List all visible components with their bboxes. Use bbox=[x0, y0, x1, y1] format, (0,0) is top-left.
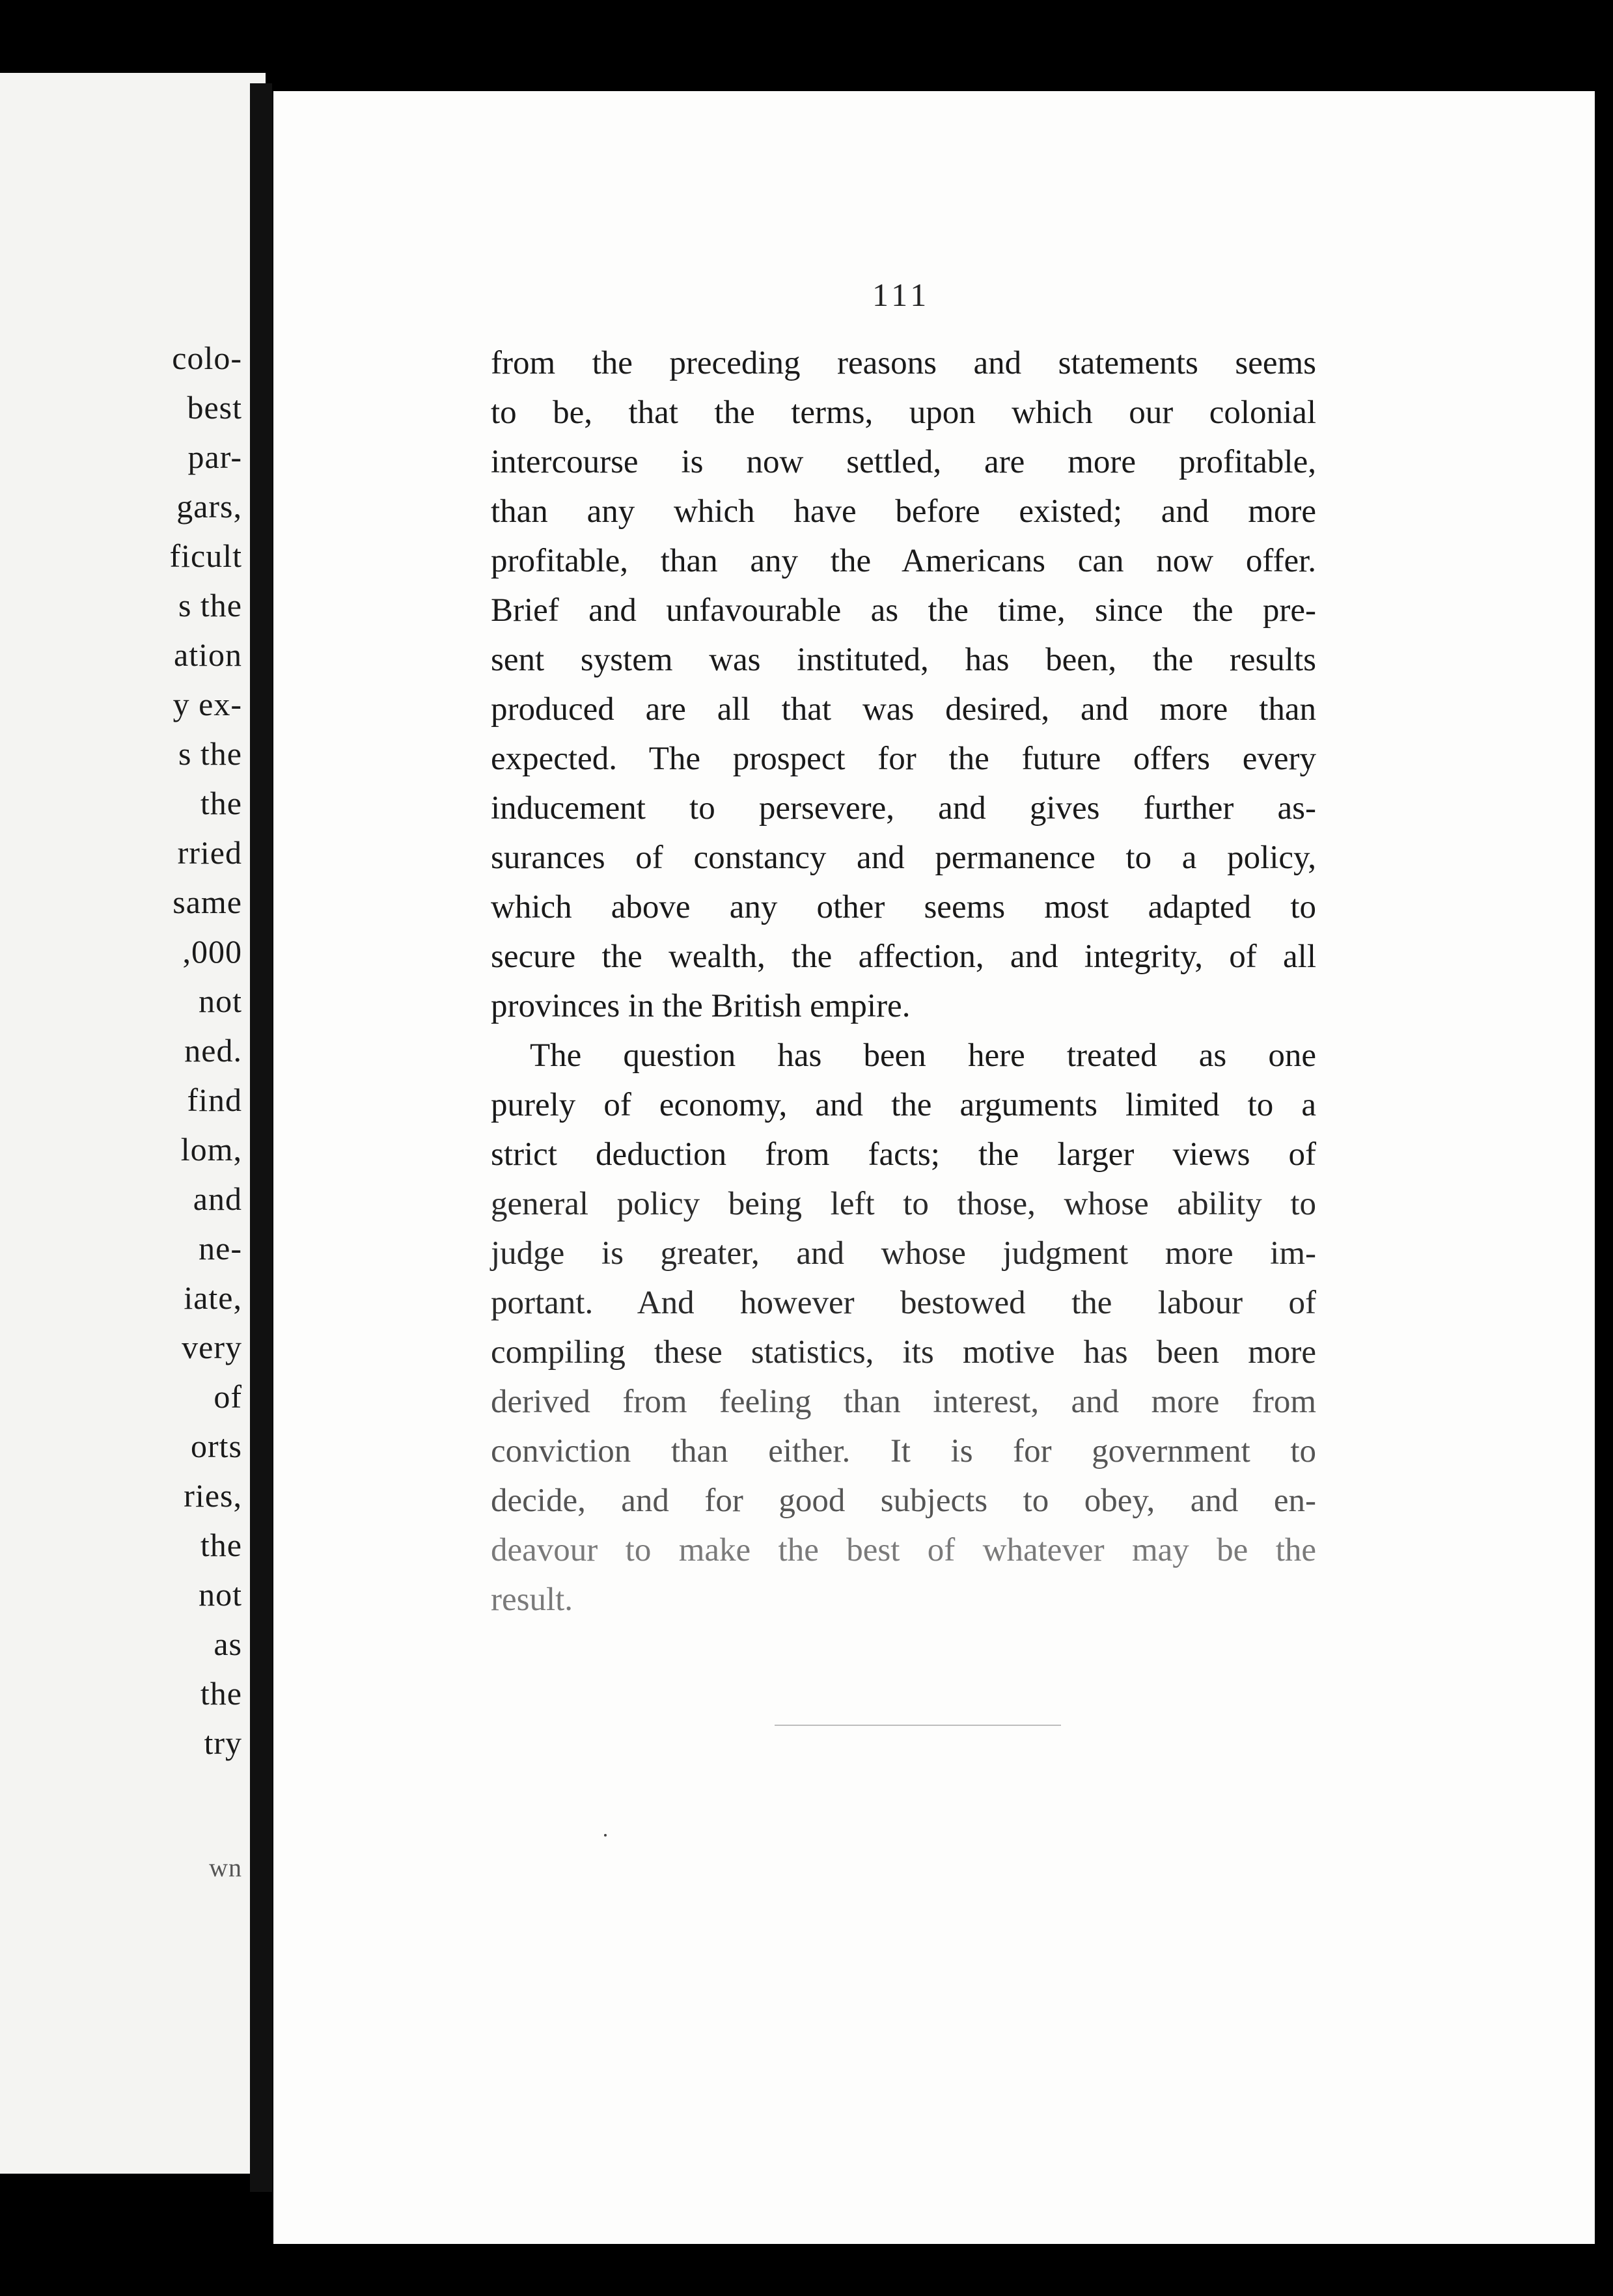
text-line: portant. And however bestowed the labour of bbox=[491, 1285, 1316, 1321]
left-page-fragment: orts bbox=[191, 1428, 242, 1464]
left-page-fragment: ,000 bbox=[182, 933, 242, 970]
left-page-fragment: and bbox=[193, 1181, 242, 1217]
text-line: provinces in the British empire. bbox=[491, 988, 911, 1024]
paragraph-1 bbox=[491, 338, 1316, 1031]
left-page-fragment: s the bbox=[178, 735, 242, 772]
left-page-fragment: y ex- bbox=[172, 686, 242, 722]
left-page-fragment: ation bbox=[174, 636, 242, 673]
left-page-fragment: lom, bbox=[180, 1131, 242, 1168]
text-line: secure the wealth, the affection, and integrity, of all bbox=[491, 938, 1316, 975]
text-line: general policy being left to those, whose ability to bbox=[491, 1186, 1316, 1222]
left-page-fragment: ficult bbox=[169, 538, 242, 574]
ink-speck bbox=[604, 1834, 607, 1837]
text-line: judge is greater, and whose judgment more im- bbox=[491, 1235, 1316, 1272]
text-line: expected. The prospect for the future offers every bbox=[491, 741, 1316, 777]
left-page-fragment: same bbox=[172, 884, 242, 920]
left-page-fragment: wn bbox=[209, 1853, 242, 1882]
facing-page-left bbox=[0, 73, 266, 2174]
text-line: from the preceding reasons and statements seems bbox=[491, 345, 1316, 381]
text-line: conviction than either. It is for government to bbox=[491, 1433, 1316, 1469]
left-page-fragment: par- bbox=[187, 439, 242, 475]
left-page-fragment: colo- bbox=[172, 340, 242, 376]
left-page-fragment: try bbox=[204, 1725, 242, 1761]
left-page-fragment: best bbox=[187, 389, 242, 426]
text-line: which above any other seems most adapted to bbox=[491, 889, 1316, 925]
left-page-fragment: ned. bbox=[184, 1032, 242, 1069]
left-page-fragment: ne- bbox=[199, 1230, 242, 1266]
book-gutter bbox=[250, 83, 272, 2192]
left-page-fragment: gars, bbox=[176, 488, 242, 525]
left-page-fragment: the bbox=[200, 1527, 242, 1563]
text-line: sent system was instituted, has been, the results bbox=[491, 642, 1316, 678]
left-page-fragment: ries, bbox=[184, 1477, 242, 1514]
text-line: strict deduction from facts; the larger views of bbox=[491, 1136, 1316, 1173]
text-line: inducement to persevere, and gives further as- bbox=[491, 790, 1316, 827]
left-page-fragment: the bbox=[200, 785, 242, 821]
text-line: result. bbox=[491, 1581, 573, 1618]
text-line: purely of economy, and the arguments limited to a bbox=[491, 1087, 1316, 1123]
left-page-fragment: s the bbox=[178, 587, 242, 623]
text-line: The question has been here treated as one bbox=[530, 1037, 1316, 1074]
left-page-fragment: iate, bbox=[184, 1279, 242, 1316]
page-number: 111 bbox=[872, 277, 931, 313]
left-page-fragment: very bbox=[182, 1329, 242, 1365]
left-page-fragment: as bbox=[214, 1626, 242, 1662]
text-line: produced are all that was desired, and more than bbox=[491, 691, 1316, 728]
end-rule bbox=[775, 1725, 1061, 1726]
text-line: derived from feeling than interest, and more from bbox=[491, 1384, 1316, 1420]
left-page-fragment: of bbox=[214, 1378, 242, 1415]
text-line: intercourse is now settled, are more profitable, bbox=[491, 444, 1316, 480]
paragraph-2 bbox=[491, 1031, 1316, 1624]
body-text bbox=[491, 338, 1316, 1624]
text-line: than any which have before existed; and more bbox=[491, 493, 1316, 530]
text-line: deavour to make the best of whatever may be the bbox=[491, 1532, 1316, 1568]
left-page-fragment: not bbox=[199, 1576, 242, 1613]
text-line: profitable, than any the Americans can now offer. bbox=[491, 543, 1316, 579]
left-page-fragment: find bbox=[187, 1082, 242, 1118]
text-line: compiling these statistics, its motive has been more bbox=[491, 1334, 1316, 1371]
left-page-fragment: not bbox=[199, 983, 242, 1019]
text-line: surances of constancy and permanence to a policy, bbox=[491, 840, 1316, 876]
left-page-fragment: the bbox=[200, 1675, 242, 1712]
text-line: decide, and for good subjects to obey, and en- bbox=[491, 1483, 1316, 1519]
left-page-fragment: rried bbox=[177, 834, 242, 871]
text-line: Brief and unfavourable as the time, since the pre- bbox=[491, 592, 1316, 629]
text-line: to be, that the terms, upon which our colonial bbox=[491, 394, 1316, 431]
